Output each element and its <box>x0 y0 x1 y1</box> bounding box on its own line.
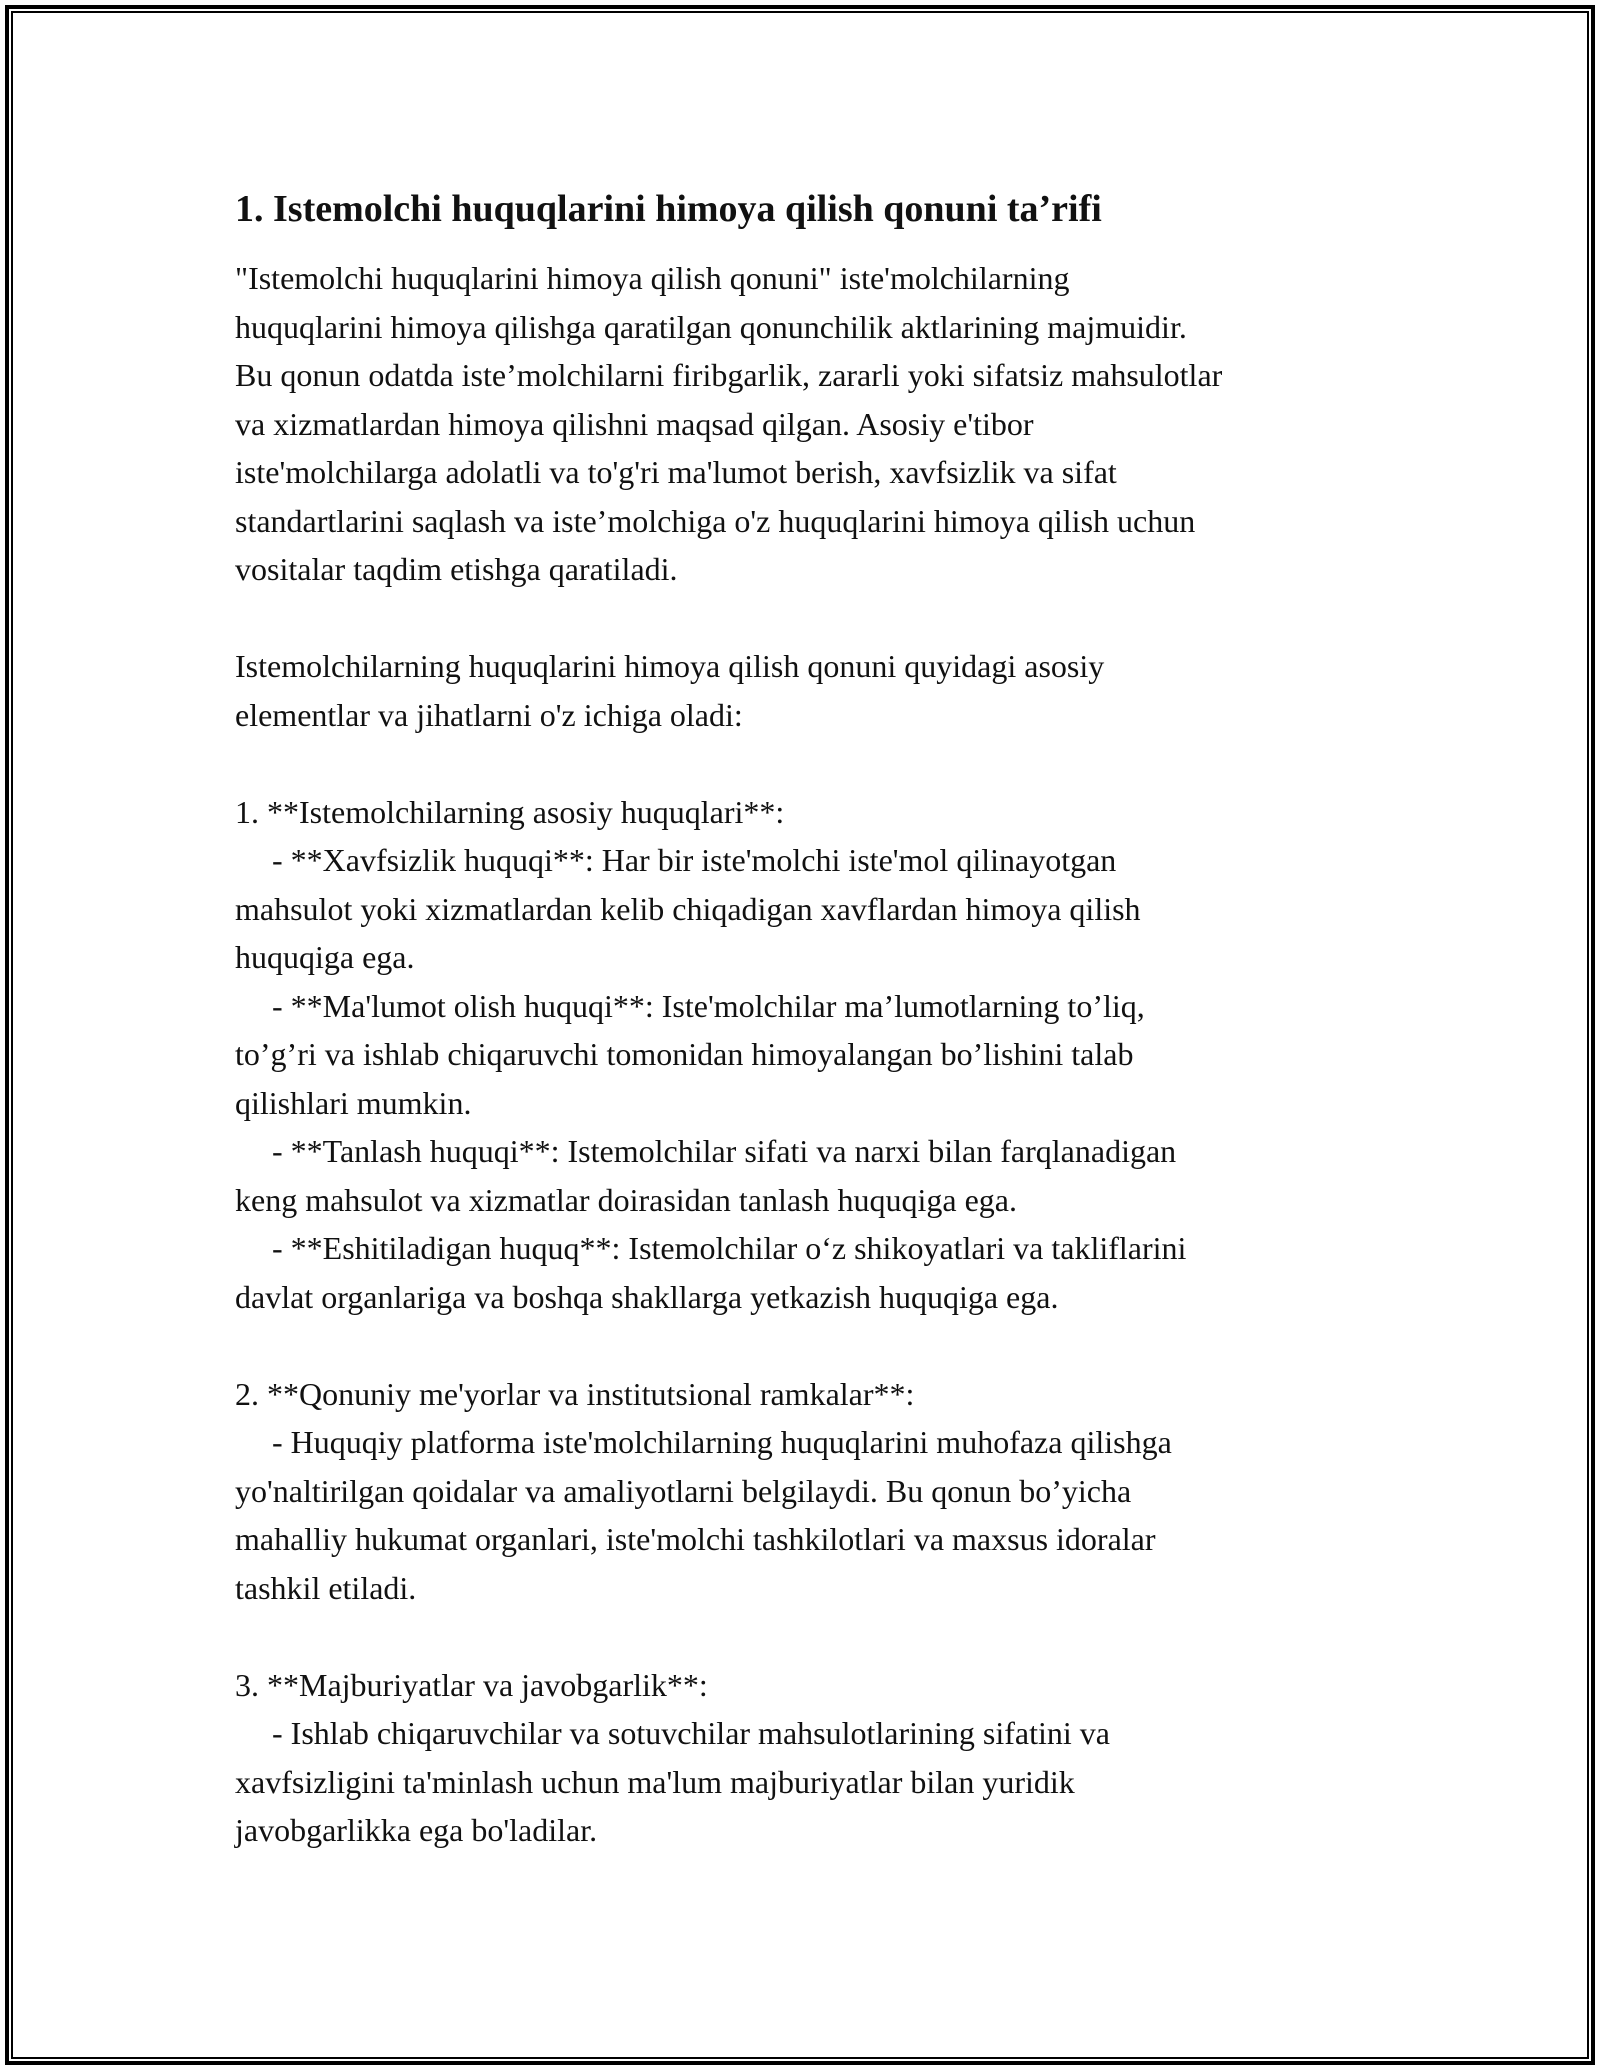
document-body <box>235 186 1395 1855</box>
document-title: 1. Istemolchi huquqlarini himoya qilish qonuni ta’rifi <box>235 188 1102 230</box>
list-item-continuation: davlat organlariga va boshqa shakllarga yetkazish huquqiga ega. <box>235 1278 1059 1315</box>
list-item: - **Xavfsizlik huquqi**: Har bir iste'molchi iste'mol qilinayotgan <box>272 842 1117 878</box>
lead-line: elementlar va jihatlarni o'z ichiga oladi: <box>235 696 743 733</box>
list-item-continuation: tashkil etiladi. <box>235 1569 417 1606</box>
intro-paragraph <box>235 254 1395 594</box>
section-heading: 3. **Majburiyatlar va javobgarlik**: <box>235 1666 708 1703</box>
list-item-continuation: xavfsizligini ta'minlash uchun ma'lum majburiyatlar bilan yuridik <box>235 1763 1075 1800</box>
list-item: - **Ma'lumot olish huquqi**: Iste'molchilar ma’lumotlarning to’liq, <box>272 987 1145 1024</box>
section-heading: 2. **Qonuniy me'yorlar va institutsional ramkalar**: <box>235 1375 915 1412</box>
list-item: - Huquqiy platforma iste'molchilarning huquqlarini muhofaza qilishga <box>272 1424 1172 1460</box>
list-item: - Ishlab chiqaruvchilar va sotuvchilar mahsulotlarining sifatini va <box>272 1715 1110 1751</box>
list-item-continuation: yo'naltirilgan qoidalar va amaliyotlarni belgilaydi. Bu qonun bo’yicha <box>235 1472 1132 1509</box>
intro-line: vositalar taqdim etishga qaratiladi. <box>235 551 678 587</box>
section-obligations <box>235 1661 1395 1855</box>
section-legal-norms <box>235 1370 1395 1613</box>
list-item-continuation: keng mahsulot va xizmatlar doirasidan tanlash huquqiga ega. <box>235 1181 1017 1218</box>
intro-line: va xizmatlardan himoya qilishni maqsad qilgan. Asosiy e'tibor <box>235 405 1034 442</box>
lead-line: Istemolchilarning huquqlarini himoya qilish qonuni quyidagi asosiy <box>235 648 1105 684</box>
list-item-continuation: huquqiga ega. <box>235 939 415 975</box>
paragraph-spacer <box>235 739 1395 788</box>
intro-line: huquqlarini himoya qilishga qaratilgan qonunchilik aktlarining majmuidir. <box>235 308 1187 345</box>
list-item-continuation: mahsulot yoki xizmatlardan kelib chiqadigan xavflardan himoya qilish <box>235 890 1141 927</box>
list-item-continuation: javobgarlikka ega bo'ladilar. <box>235 1812 598 1848</box>
list-item: - **Eshitiladigan huquq**: Istemolchilar o‘z shikoyatlari va takliflarini <box>272 1230 1187 1266</box>
intro-line: "Istemolchi huquqlarini himoya qilish qonuni" iste'molchilarning <box>235 260 1070 296</box>
paragraph-spacer <box>235 1321 1395 1370</box>
paragraph-spacer <box>235 1612 1395 1661</box>
list-item-continuation: qilishlari mumkin. <box>235 1084 472 1121</box>
lead-paragraph <box>235 642 1395 739</box>
list-item-continuation: mahalliy hukumat organlari, iste'molchi tashkilotlari va maxsus idoralar <box>235 1521 1156 1557</box>
section-heading: 1. **Istemolchilarning asosiy huquqlari**: <box>235 793 785 830</box>
intro-line: standartlarini saqlash va iste’molchiga o'z huquqlarini himoya qilish uchun <box>235 502 1196 539</box>
intro-line: iste'molchilarga adolatli va to'g'ri ma'lumot berish, xavfsizlik va sifat <box>235 454 1117 490</box>
paragraph-spacer <box>235 594 1395 643</box>
intro-line: Bu qonun odatda iste’molchilarni firibgarlik, zararli yoki sifatsiz mahsulotlar <box>235 357 1223 393</box>
list-item: - **Tanlash huquqi**: Istemolchilar sifati va narxi bilan farqlanadigan <box>272 1133 1177 1169</box>
list-item-continuation: to’g’ri va ishlab chiqaruvchi tomonidan himoyalangan bo’lishini talab <box>235 1036 1134 1072</box>
section-consumer-rights <box>235 788 1395 1322</box>
